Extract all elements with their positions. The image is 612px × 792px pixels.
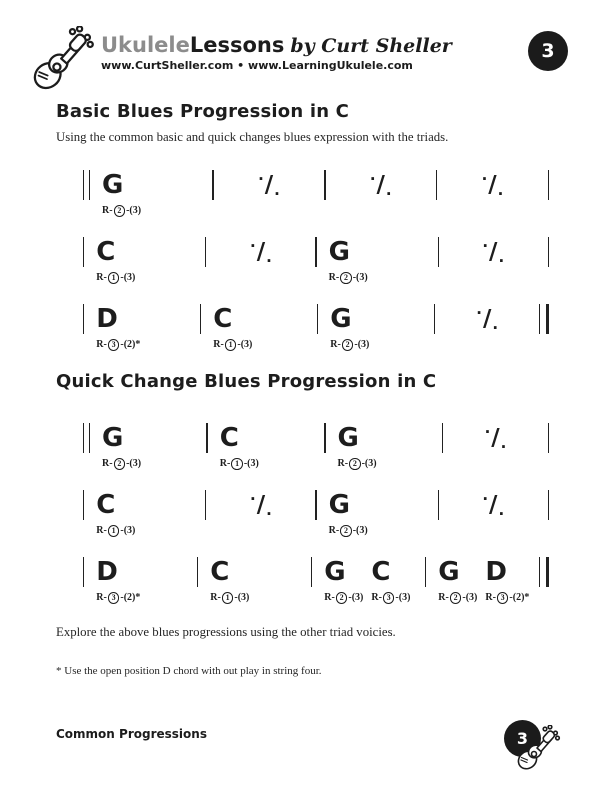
brand-title (101, 33, 452, 58)
chord-voicing-label (324, 592, 363, 604)
repeat-slash: / (264, 172, 274, 198)
label-suffix: -(3) (126, 458, 142, 470)
repeat-dot: . (492, 315, 499, 333)
repeat-dot: . (498, 248, 505, 266)
chord-name: D (96, 557, 118, 587)
circled-string-number: 1 (108, 525, 120, 537)
label-prefix: R- (485, 592, 496, 604)
label-suffix: -(2)* (120, 339, 141, 351)
repeat-sign-icon (250, 237, 272, 267)
measure (90, 170, 212, 217)
chord-unit (102, 170, 141, 217)
chord-name: D (485, 557, 507, 587)
chord-name: C (213, 304, 233, 334)
barline-single (548, 237, 549, 267)
measure (198, 557, 311, 604)
circled-string-number: 3 (108, 592, 120, 604)
repeat-sign-icon (258, 170, 280, 200)
label-suffix: -(3) (126, 205, 142, 217)
measure (84, 557, 197, 604)
circled-string-number: 1 (231, 458, 243, 470)
chord-chart-basic (83, 170, 549, 354)
repeat-dot: . (498, 501, 505, 519)
measure-repeat (214, 170, 324, 200)
section-basic-blues (56, 101, 558, 354)
label-prefix: R- (330, 339, 341, 351)
repeat-dot: · (258, 170, 264, 188)
circled-string-number: 2 (336, 592, 348, 604)
chord-unit (96, 557, 140, 604)
chord-name: C (96, 490, 116, 520)
repeat-dot: . (266, 248, 272, 266)
explore-note: Explore the above blues progressions using the other triad voicies. (56, 625, 396, 639)
label-suffix: -(3) (354, 339, 370, 351)
ukulele-logo-icon (28, 26, 100, 99)
label-suffix: -(3) (348, 592, 364, 604)
label-prefix: R- (438, 592, 449, 604)
chord-name: C (219, 423, 239, 453)
repeat-dot: · (369, 170, 376, 188)
repeat-sign-icon (482, 237, 504, 267)
chord-name: G (337, 423, 359, 453)
system-row (83, 557, 549, 607)
label-suffix: -(3) (352, 525, 368, 537)
repeat-sign-icon (476, 304, 498, 334)
barline-final (539, 304, 549, 334)
chord-unit (213, 304, 252, 351)
label-suffix: -(3) (120, 272, 136, 284)
barline-final (539, 557, 549, 587)
system-row (83, 490, 549, 540)
circled-string-number: 3 (497, 592, 509, 604)
section-title: Basic Blues Progression in C (56, 101, 350, 122)
circled-string-number: 2 (340, 525, 352, 537)
repeat-slash: / (376, 172, 385, 198)
label-prefix: R- (324, 592, 335, 604)
circled-string-number: 1 (222, 592, 234, 604)
label-suffix: -(3) (234, 592, 250, 604)
chord-unit (329, 490, 368, 537)
page-number-badge-bottom (502, 716, 566, 778)
repeat-dot: · (481, 170, 488, 188)
measure (317, 237, 438, 284)
repeat-dot: · (476, 304, 482, 322)
section-title: Quick Change Blues Progression in C (56, 371, 437, 392)
chord-unit (485, 557, 529, 604)
repeat-dot: . (385, 181, 392, 199)
chord-voicing-label (329, 525, 368, 537)
page-number: 3 (541, 40, 555, 62)
chord-name: G (438, 557, 460, 587)
measure (317, 490, 438, 537)
repeat-sign-icon (250, 490, 272, 520)
repeat-dot: . (500, 434, 507, 452)
system-row (83, 423, 549, 473)
chord-name: G (328, 490, 350, 520)
section-subtitle: Using the common basic and quick changes blues expression with the triads. (56, 130, 449, 144)
label-suffix: -(2)* (509, 592, 530, 604)
circled-string-number: 2 (340, 272, 352, 284)
chord-voicing-label (96, 272, 135, 284)
repeat-dot: . (274, 181, 280, 199)
circled-string-number: 2 (114, 205, 126, 217)
measure-repeat (206, 490, 315, 520)
label-prefix: R- (96, 272, 107, 284)
page-number: 3 (516, 729, 529, 748)
measure (208, 423, 324, 470)
label-prefix: R- (210, 592, 221, 604)
measure-repeat (326, 170, 436, 200)
chord-voicing-label (371, 592, 410, 604)
barline-single (548, 423, 549, 453)
repeat-slash: / (482, 306, 492, 332)
chord-voicing-label (102, 458, 141, 470)
brand-word-lessons: Lessons (189, 33, 285, 57)
repeat-dot: . (497, 181, 504, 199)
chord-unit (96, 304, 140, 351)
chord-voicing-label (102, 205, 141, 217)
measure (84, 490, 205, 537)
chord-voicing-label (96, 592, 140, 604)
label-prefix: R- (96, 592, 107, 604)
circled-string-number: 3 (108, 339, 120, 351)
measure-repeat (443, 423, 547, 453)
chord-name: C (210, 557, 230, 587)
chord-name: C (371, 557, 391, 587)
chord-voicing-label (213, 339, 252, 351)
label-suffix: -(2)* (120, 592, 141, 604)
repeat-sign-icon (485, 423, 507, 453)
chord-voicing-label (485, 592, 529, 604)
circled-string-number: 1 (225, 339, 237, 351)
chord-name: C (96, 237, 116, 267)
chord-name: G (324, 557, 346, 587)
circled-string-number: 2 (349, 458, 361, 470)
chord-unit (330, 304, 369, 351)
chord-voicing-label (329, 272, 368, 284)
chord-name: G (102, 170, 124, 200)
circled-string-number: 3 (383, 592, 395, 604)
chord-unit (96, 490, 135, 537)
repeat-slash: / (256, 492, 266, 518)
brand-byline: by Curt Sheller (290, 35, 452, 57)
system-row (83, 237, 549, 287)
repeat-slash: / (489, 239, 498, 265)
system-row (83, 170, 549, 220)
repeat-dot: . (266, 501, 272, 519)
repeat-sign-icon (482, 490, 504, 520)
repeat-sign-icon (370, 170, 392, 200)
label-suffix: -(3) (120, 525, 136, 537)
measure (318, 304, 434, 351)
chord-unit (371, 557, 410, 604)
chord-voicing-label (96, 339, 140, 351)
circled-string-number: 1 (108, 272, 120, 284)
label-suffix: -(3) (395, 592, 411, 604)
label-suffix: -(3) (352, 272, 368, 284)
circled-string-number: 2 (450, 592, 462, 604)
chord-name: D (96, 304, 118, 334)
page-number-badge-top (528, 31, 568, 71)
repeat-dot: · (250, 237, 256, 255)
label-suffix: -(3) (243, 458, 259, 470)
ukulele-logo-icon (514, 725, 564, 773)
chord-voicing-label (210, 592, 249, 604)
measure (426, 557, 539, 604)
chord-unit (438, 557, 477, 604)
barline-single (548, 170, 549, 200)
label-suffix: -(3) (462, 592, 478, 604)
label-prefix: R- (213, 339, 224, 351)
repeat-sign-icon (482, 170, 504, 200)
brand-word-ukulele: Ukulele (101, 33, 190, 57)
chord-name: G (330, 304, 352, 334)
barline-double (83, 423, 90, 453)
main-content (56, 101, 558, 678)
label-prefix: R- (96, 339, 107, 351)
label-prefix: R- (328, 525, 340, 537)
chord-voicing-label (338, 458, 377, 470)
chord-chart-quick-change (83, 423, 549, 607)
label-prefix: R- (102, 205, 113, 217)
label-prefix: R- (219, 458, 231, 470)
chord-voicing-label (438, 592, 477, 604)
chord-name: G (328, 237, 350, 267)
repeat-slash: / (256, 239, 266, 265)
label-prefix: R- (337, 458, 349, 470)
section-quick-change (56, 371, 558, 607)
circled-string-number: 2 (342, 339, 354, 351)
chord-unit (220, 423, 259, 470)
label-prefix: R- (102, 458, 113, 470)
repeat-dot: · (482, 490, 489, 508)
chord-voicing-label (96, 525, 135, 537)
chord-voicing-label (330, 339, 369, 351)
footnote: * Use the open position D chord with out play in string four. (56, 665, 322, 677)
barline-single (548, 490, 549, 520)
brand-block (101, 33, 452, 73)
label-suffix: -(3) (237, 339, 253, 351)
chord-unit (210, 557, 249, 604)
measure-repeat (439, 237, 548, 267)
label-prefix: R- (96, 525, 107, 537)
label-suffix: -(3) (361, 458, 377, 470)
measure (84, 237, 205, 284)
repeat-dot: · (484, 423, 491, 441)
measure (312, 557, 425, 604)
system-row (83, 304, 549, 354)
chord-unit (338, 423, 377, 470)
repeat-dot: · (250, 490, 256, 508)
chord-unit (96, 237, 135, 284)
chord-unit (102, 423, 141, 470)
measure (201, 304, 317, 351)
repeat-slash: / (489, 492, 498, 518)
repeat-dot: · (482, 237, 489, 255)
footer-series-title: Common Progressions (56, 727, 207, 741)
chord-name: G (102, 423, 124, 453)
label-prefix: R- (371, 592, 382, 604)
label-prefix: R- (328, 272, 340, 284)
chord-unit (329, 237, 368, 284)
measure-repeat (439, 490, 548, 520)
measure (90, 423, 206, 470)
measure (84, 304, 200, 351)
measure-repeat (435, 304, 539, 334)
chord-voicing-label (220, 458, 259, 470)
repeat-slash: / (491, 425, 500, 451)
repeat-slash: / (488, 172, 497, 198)
brand-urls: www.CurtSheller.com • www.LearningUkulele.com (101, 59, 413, 72)
measure-repeat (437, 170, 547, 200)
measure-repeat (206, 237, 315, 267)
circled-string-number: 2 (114, 458, 126, 470)
barline-double (83, 170, 90, 200)
measure (326, 423, 442, 470)
chord-unit (324, 557, 363, 604)
